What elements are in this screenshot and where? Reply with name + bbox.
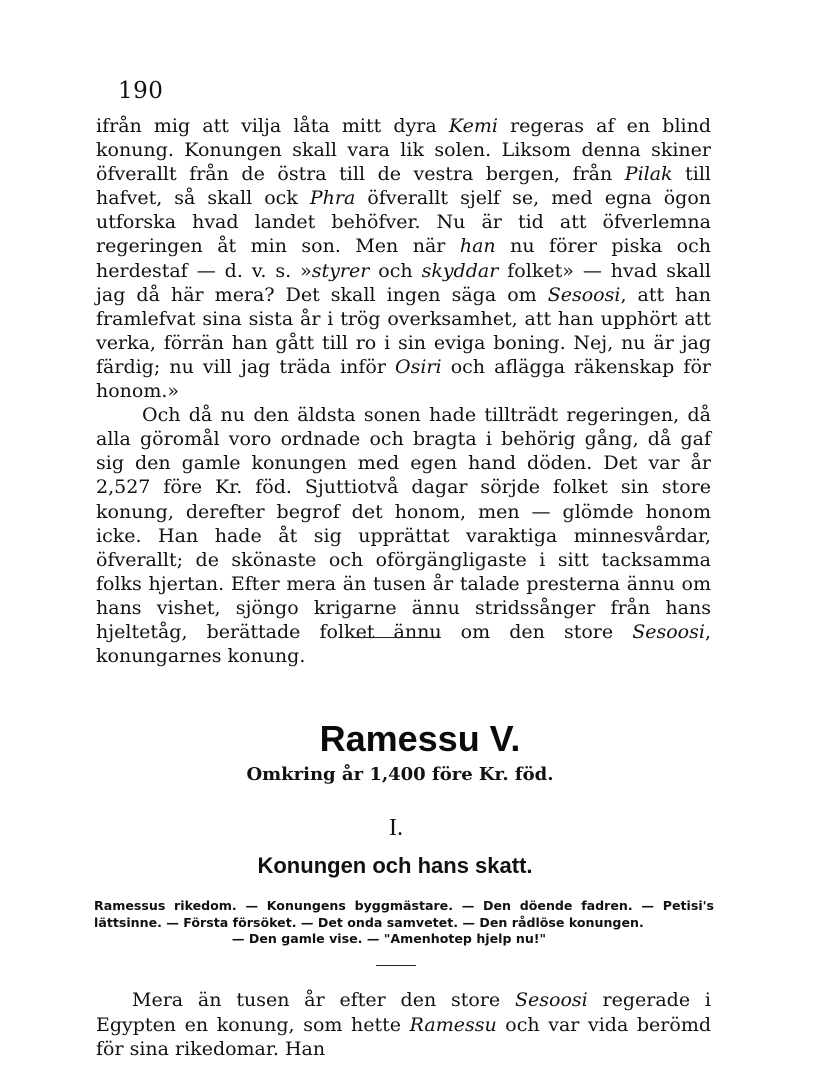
italic-run: Osiri (395, 355, 442, 378)
body-text (96, 114, 711, 668)
summary-text-end: — Den gamle vise. — "Amenhotep hjelp nu!" (231, 931, 547, 946)
italic-run: Sesoosi (515, 989, 588, 1011)
italic-run: styrer (311, 259, 370, 282)
italic-run: Kemi (448, 115, 498, 137)
page-number: 190 (118, 78, 164, 104)
text-run: öfverallt sjelf se, med egna ögon utforska hvad landet behöfver. Nu är tid att öfverlemna regeringen åt min son. Men när (96, 187, 711, 258)
text-run: och (369, 259, 422, 282)
text-run: och var vida berömd för sina rikedomar. Han (96, 1013, 711, 1060)
opening-paragraph (96, 988, 711, 1062)
text-run: folket» — hvad skall jag då här mera? Det skall ingen säga om (96, 259, 711, 306)
text-run: och aflägga räkenskap för honom.» (96, 355, 711, 403)
text-run: regeras af en blind konung. Konungen skall vara lik solen. Liksom denna skiner öfverallt från de östra till de vestra bergen, från (96, 115, 712, 186)
text-run: Och då nu den äldsta sonen hade tillträdt regeringen, då alla göromål voro ordnade och bragta i behörig gång, då gaf sig den gamle konungen med egen hand döden. Det var år 2,527 före Kr. föd. Sjuttiotvå dagar sörjde folket sin store konung, derefter begrof det honom, men — glömde honom icke. Han hade åt sig upprättat varaktiga minnesvårdar, öfverallt; de skönaste och oförgängligaste i sitt tacksamma folks hjertan. Efter mera än tusen år talade presterna ännu om hans vishet, sjöngo krigarne ännu stridssånger från hans hjeltetåg, berättade folket ännu om den store (96, 404, 711, 643)
chapter-heading: Ramessu V. (319, 718, 521, 759)
text-run: Mera än tusen år efter den store (132, 989, 515, 1011)
summary-divider (376, 965, 416, 966)
italic-run: skyddar (421, 259, 499, 282)
italic-run: Phra (309, 187, 356, 210)
section-divider (353, 637, 438, 638)
text-run: till hafvet, så skall ock (96, 163, 711, 210)
text-run: ifrån mig att vilja låta mitt dyra (96, 115, 449, 137)
italic-run: Sesoosi (547, 283, 621, 306)
text-run: nu förer piska och herdestaf — d. v. s. » (96, 235, 711, 282)
text-run: , att han framlefvat sina sista år i trög overksamhet, att han upphört att verka, förrän han gått till ro i sin eviga boning. Nej, nu är jag färdig; nu vill jag träda inför (96, 283, 711, 378)
chapter-title: Konungen och hans skatt. (257, 853, 533, 878)
italic-run: han (459, 235, 496, 258)
summary-text: Ramessus rikedom. — Konungens byggmästare. — Den döende fadren. — Petisi's lättsinne. — Första försöket. — Det onda samvetet. — Den rådlöse konungen. (94, 898, 714, 930)
paragraph-2 (96, 403, 711, 668)
text-run: regerade i Egypten en konung, som hette (96, 989, 711, 1036)
paragraph-1 (96, 114, 711, 403)
chapter-number: I. (389, 815, 403, 841)
text-run: , konungarnes konung. (96, 620, 711, 668)
chapter-date: Omkring år 1,400 före Kr. föd. (246, 764, 554, 785)
italic-run: Sesoosi (632, 620, 705, 643)
italic-run: Pilak (624, 163, 673, 186)
italic-run: Ramessu (409, 1013, 497, 1036)
chapter-summary (94, 898, 714, 948)
